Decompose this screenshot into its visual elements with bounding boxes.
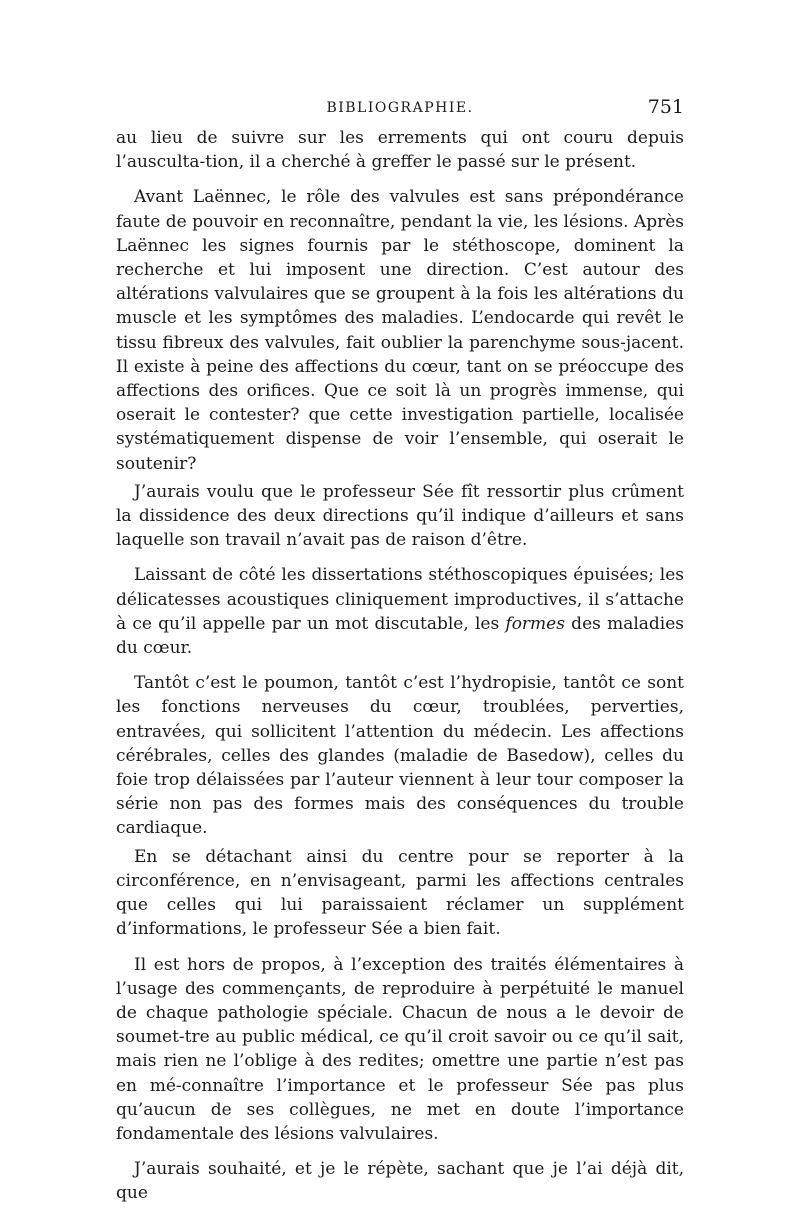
paragraph-manuel: Il est hors de propos, à l’exception des traités élémentaires à l’usage des commençants, de reproduire à perpétuité le manuel de chaque pathologie spéciale. Chacun de nous a le devoir de soumet-tre au public médical, ce qu’il croit savoir ou ce qu’il sait, mais rien ne l’oblige à des redites; omettre une partie n’est pas en mé-connaître l’importance et le professeur Sée pas plus qu’aucun de ses collègues, ne met en doute l’importance fondamentale des lésions valvulaires. — [116, 954, 684, 1144]
paragraph-formes — [116, 563, 684, 660]
paragraph-continuation: au lieu de suivre sur les errements qui ont couru depuis l’ausculta-tion, il a cherché à greffer le passé sur le présent. — [116, 128, 684, 173]
body-text — [116, 126, 684, 1217]
paragraph-laennec: Avant Laënnec, le rôle des valvules est sans prépondérance faute de pouvoir en reconnaître, pendant la vie, les lésions. Après Laënnec les signes fournis par le stéthoscope, dominent la recherche et lui imposent une direction. C’est autour des altérations valvulaires que se groupent à la fois les altérations du muscle et les symptômes des maladies. L’endocarde qui revêt le tissu fibreux des valvules, fait oublier la parenchyme sous-jacent. Il existe à peine des affections du cœur, tant on se préoccupe des affections des orifices. Que ce soit là un progrès immense, qui oserait le contester? que cette investigation partielle, localisée systématiquement dispense de voir l’ensemble, qui oserait le soutenir? — [116, 187, 684, 474]
paragraph-souhaite: J’aurais souhaité, et je le répète, sachant que je l’ai déjà dit, que — [116, 1159, 684, 1204]
paragraph-see-dissidence: J’aurais voulu que le professeur Sée fît ressortir plus crûment la dissidence des deux directions qu’il indique d’ailleurs et sans laquelle son travail n’avait pas de raison d’être. — [116, 481, 684, 551]
paragraph-circonference: En se détachant ainsi du centre pour se reporter à la circonférence, en n’envisageant, parmi les affections centrales que celles qui lui paraissaient réclamer un supplément d’informations, le professeur Sée a bien fait. — [116, 846, 684, 940]
paragraph-formes-text-after: des maladies du cœur. — [116, 613, 685, 659]
page-number: 751 — [647, 96, 684, 118]
running-title: BIBLIOGRAPHIE. — [326, 100, 474, 116]
running-head — [116, 96, 684, 124]
paragraph-formes-emphasis: formes — [505, 613, 565, 634]
paragraph-poumon: Tantôt c’est le poumon, tantôt c’est l’hydropisie, tantôt ce sont les fonctions nerveuses du cœur, troublées, perverties, entravées, qui sollicitent l’attention du médecin. Les affections cérébrales, celles des glandes (maladie de Basedow), celles du foie trop délaissées par l’auteur viennent à leur tour composer la série non pas des formes mais des conséquences du trouble cardiaque. — [116, 673, 684, 839]
paragraph-formes-text-before: Laissant de côté les dissertations stéthoscopiques épuisées; les délicatesses acoustiques cliniquement improductives, il s’attache à ce qu’il appelle par un mot discutable, les — [116, 565, 684, 634]
